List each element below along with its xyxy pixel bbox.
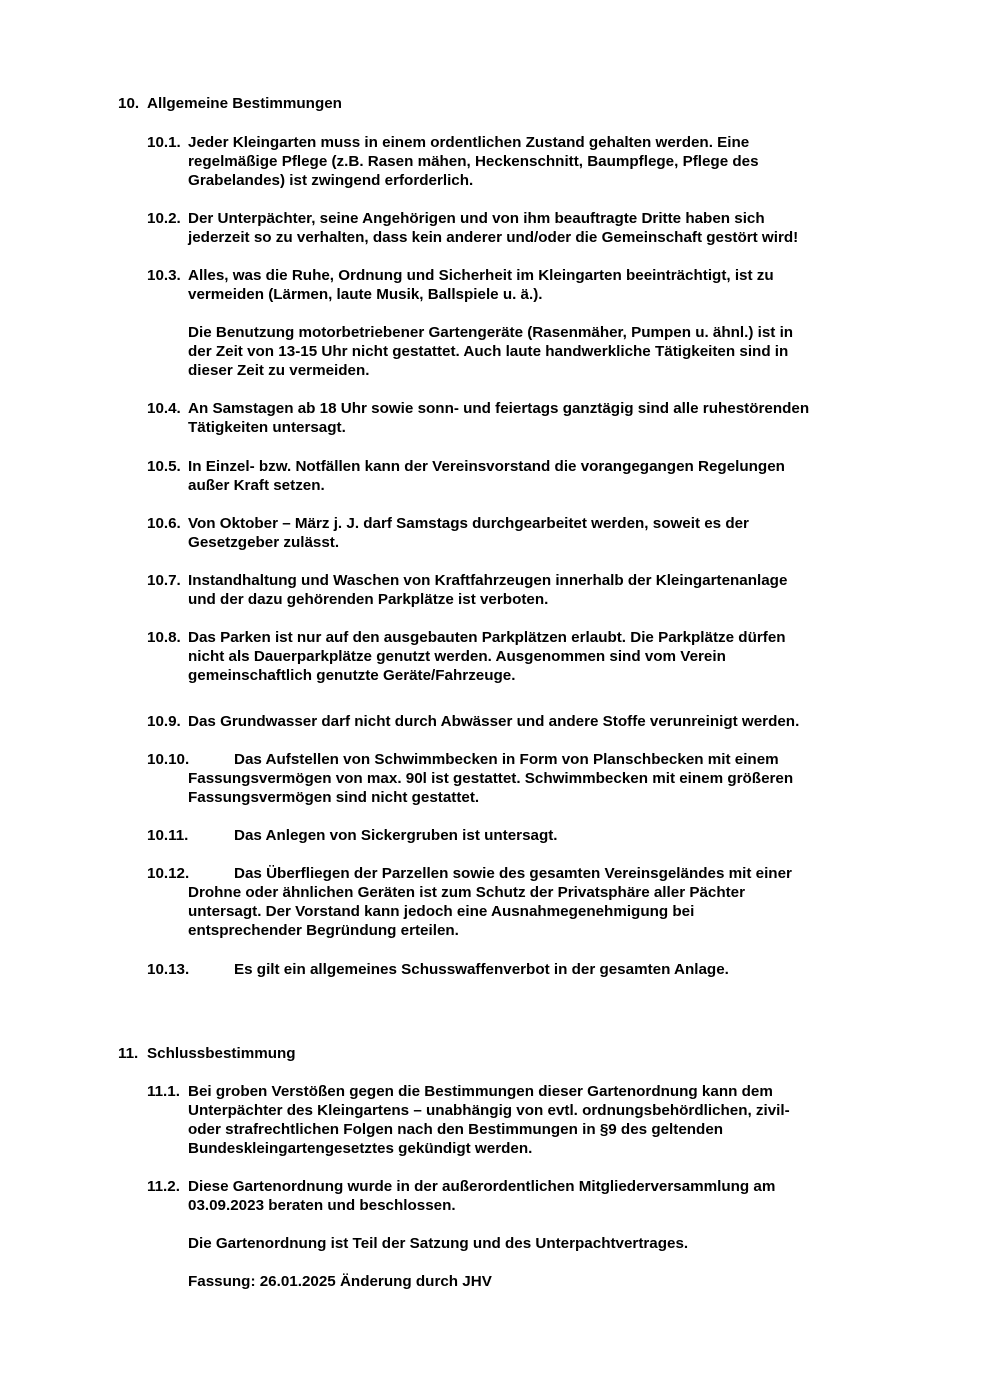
clause-number: 10.13. (147, 961, 190, 978)
section-heading-11 (118, 1044, 296, 1063)
clause-text: An Samstagen ab 18 Uhr sowie sonn- und feiertags ganztägig sind alle ruhestörenden Tätigkeiten untersagt. (188, 400, 810, 436)
clause-number: 11.2. (147, 1178, 180, 1195)
clause-number: 10.9. (147, 713, 181, 730)
clause-text-first-line: Das Anlegen von Sickergruben ist untersagt. (234, 827, 558, 844)
clause-number: 10.4. (147, 400, 181, 417)
clause-10-3 (147, 266, 887, 380)
clause-10-6 (147, 514, 887, 552)
clause-text-first-line: Das Überfliegen der Parzellen sowie des gesamten Vereinsgeländes mit einer (234, 865, 792, 882)
clause-text-first-line: Das Aufstellen von Schwimmbecken in Form von Planschbecken mit einem (234, 751, 779, 768)
clause-text: Diese Gartenordnung wurde in der außerordentlichen Mitgliederversammlung am 03.09.2023 beraten und beschlossen. (188, 1178, 776, 1214)
clause-number: 10.5. (147, 458, 181, 475)
clause-10-5 (147, 457, 887, 495)
clause-text: Fassung: 26.01.2025 Änderung durch JHV (188, 1273, 492, 1290)
clause-text: In Einzel- bzw. Notfällen kann der Vereinsvorstand die vorangegangen Regelungen außer Kraft setzen. (188, 458, 785, 494)
clause-number: 10.3. (147, 267, 181, 284)
clause-10-1 (147, 133, 887, 190)
clause-10-10 (147, 750, 887, 807)
clause-number: 10.12. (147, 865, 190, 882)
clause-text: Das Grundwasser darf nicht durch Abwässer und andere Stoffe verunreinigt werden. (188, 713, 800, 730)
clause-number: 10.6. (147, 515, 181, 532)
clause-text: Jeder Kleingarten muss in einem ordentlichen Zustand gehalten werden. Eine regelmäßige Pflege (z.B. Rasen mähen, Heckenschnitt, Baumpflege, Pflege des Grabelandes) ist zwingend erforderlich. (188, 134, 759, 189)
clause-number: 10.1. (147, 134, 181, 151)
clause-text: Die Gartenordnung ist Teil der Satzung und des Unterpachtvertrages. (188, 1235, 689, 1252)
clause-10-13 (147, 960, 887, 979)
section-title: Allgemeine Bestimmungen (147, 95, 342, 112)
clause-10-4 (147, 399, 887, 437)
section-number: 11. (118, 1045, 139, 1062)
clause-text: Alles, was die Ruhe, Ordnung und Sicherheit im Kleingarten beeinträchtigt, ist zu vermeiden (Lärmen, laute Musik, Ballspiele u. ä.). (188, 267, 774, 303)
clause-10-2 (147, 209, 887, 247)
clause-text: Der Unterpächter, seine Angehörigen und von ihm beauftragte Dritte haben sich jederzeit so zu verhalten, dass kein anderer und/oder die Gemeinschaft gestört wird! (188, 210, 799, 246)
section-number: 10. (118, 95, 140, 112)
section-title: Schlussbestimmung (147, 1045, 296, 1062)
clause-10-9 (147, 712, 887, 731)
clause-number: 11.1. (147, 1083, 180, 1100)
clause-number: 10.2. (147, 210, 181, 227)
clause-text-first-line: Es gilt ein allgemeines Schusswaffenverbot in der gesamten Anlage. (234, 961, 729, 978)
clause-text: Fassungsvermögen von max. 90l ist gestattet. Schwimmbecken mit einem größeren Fassungsvermögen sind nicht gestattet. (188, 770, 794, 806)
clause-text: Von Oktober – März j. J. darf Samstags durchgearbeitet werden, soweit es der Gesetzgeber zulässt. (188, 515, 749, 551)
clause-11-1 (147, 1082, 887, 1158)
clause-10-12 (147, 864, 887, 940)
clause-number: 10.11. (147, 827, 189, 844)
clause-number: 10.7. (147, 572, 181, 589)
clause-text: Instandhaltung und Waschen von Kraftfahrzeugen innerhalb der Kleingartenanlage und der dazu gehörenden Parkplätze ist verboten. (188, 572, 788, 608)
clause-text: Die Benutzung motorbetriebener Gartengeräte (Rasenmäher, Pumpen u. ähnl.) ist in der Zeit von 13-15 Uhr nicht gestattet. Auch laute handwerkliche Tätigkeiten sind in dieser Zeit zu vermeiden. (188, 324, 794, 379)
section-heading-10 (118, 94, 342, 113)
clause-number: 10.10. (147, 751, 190, 768)
clause-11-2 (147, 1177, 887, 1291)
clause-number: 10.8. (147, 629, 181, 646)
clause-text: Das Parken ist nur auf den ausgebauten Parkplätzen erlaubt. Die Parkplätze dürfen nicht als Dauerparkplätze genutzt werden. Ausgenommen sind vom Verein gemeinschaftlich genutzte Geräte/Fahrzeuge. (188, 629, 786, 684)
clause-text: Bei groben Verstößen gegen die Bestimmungen dieser Gartenordnung kann dem Unterpächter des Kleingartens – unabhängig von evtl. ordnungsbehördlichen, zivil- oder strafrechtlichen Folgen nach den Bestimmungen in §9 des geltenden Bundeskleingartengesetztes gekündigt werden. (188, 1083, 790, 1157)
clause-10-11 (147, 826, 887, 845)
clause-text: Drohne oder ähnlichen Geräten ist zum Schutz der Privatsphäre aller Pächter untersagt. Der Vorstand kann jedoch eine Ausnahmegenehmigung bei entsprechender Begründung erteilen. (188, 884, 746, 939)
clause-10-8 (147, 628, 887, 685)
clause-10-7 (147, 571, 887, 609)
